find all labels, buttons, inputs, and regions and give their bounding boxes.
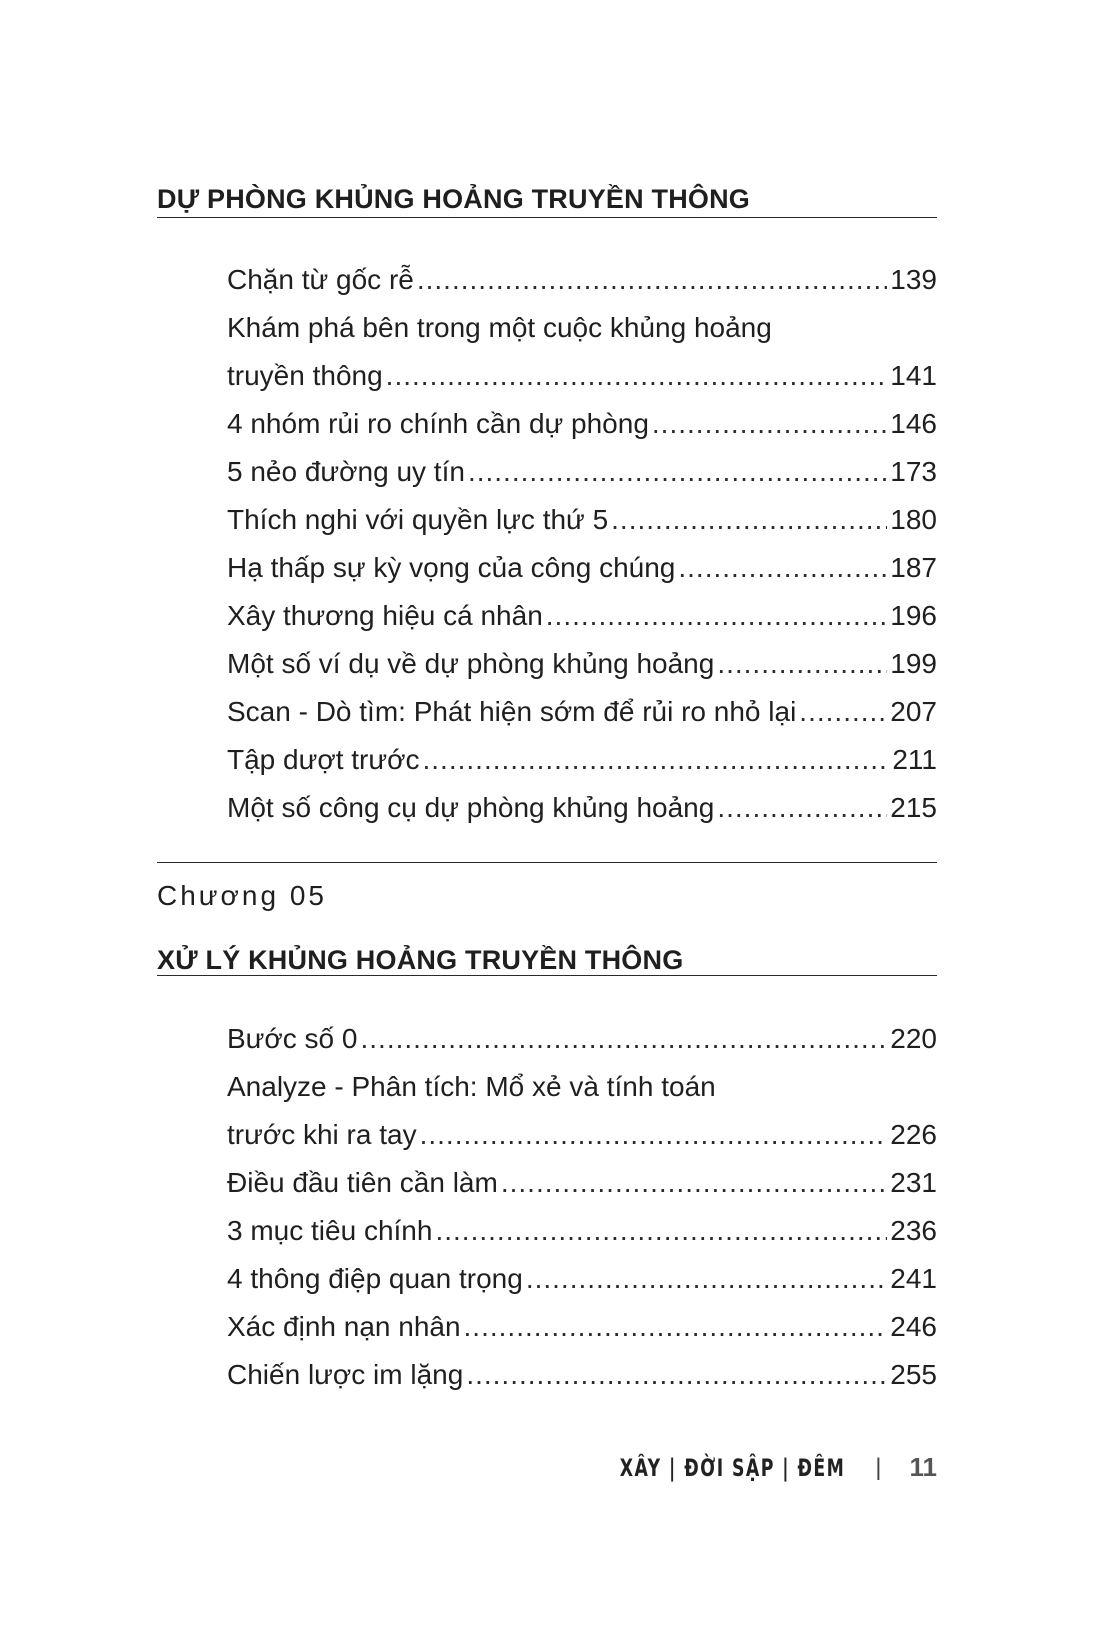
toc-page-number: 215 xyxy=(890,792,937,823)
toc-entry xyxy=(227,640,937,688)
toc-entry xyxy=(227,736,937,784)
toc-entry xyxy=(227,1159,937,1207)
toc-entry xyxy=(227,592,937,640)
toc-entry-title: Một số công cụ dự phòng khủng hoảng xyxy=(227,792,715,823)
dot-leader xyxy=(464,1303,888,1351)
toc-entry xyxy=(227,1063,937,1159)
toc-entry-title: Thích nghi với quyền lực thứ 5 xyxy=(227,504,609,535)
toc-page-number: 199 xyxy=(890,648,937,679)
dot-leader xyxy=(420,1111,888,1159)
toc-entry xyxy=(227,688,937,736)
toc-entry-title: Tập dượt trước xyxy=(227,744,420,775)
toc-entry-title: 5 nẻo đường uy tín xyxy=(227,456,465,487)
dot-leader xyxy=(717,784,887,832)
toc-page-number: 196 xyxy=(890,600,937,631)
toc-entry-row xyxy=(227,1207,937,1255)
toc-entry-title: Chặn từ gốc rễ xyxy=(227,264,414,295)
chapter-divider-bottom xyxy=(157,975,937,976)
toc-entry-row xyxy=(227,736,937,784)
toc-entry-title: Điều đầu tiên cần làm xyxy=(227,1167,498,1198)
toc-page-number: 141 xyxy=(890,360,937,391)
toc-entry-title: 4 thông điệp quan trọng xyxy=(227,1263,523,1294)
dot-leader xyxy=(799,688,887,736)
dot-leader xyxy=(422,736,889,784)
section-title-xu-ly: XỬ LÝ KHỦNG HOẢNG TRUYỀN THÔNG xyxy=(157,945,684,976)
toc-page-number: 241 xyxy=(890,1263,937,1294)
toc-entry-row xyxy=(227,1159,937,1207)
chapter-label: Chương 05 xyxy=(157,880,327,911)
dot-leader xyxy=(526,1255,887,1303)
toc-entry xyxy=(227,448,937,496)
toc-entry-title: Bước số 0 xyxy=(227,1023,358,1054)
dot-leader xyxy=(652,400,887,448)
footer-book-title: XÂY | ĐỜI SẬP | ĐÊM xyxy=(619,1453,846,1482)
dot-leader xyxy=(386,352,888,400)
toc-entry-row xyxy=(227,688,937,736)
toc-entry-row xyxy=(227,544,937,592)
toc-entry-row xyxy=(227,448,937,496)
dot-leader xyxy=(360,1015,887,1063)
dot-leader xyxy=(417,256,887,304)
toc-entry xyxy=(227,1207,937,1255)
toc-entry xyxy=(227,400,937,448)
toc-page-number: 226 xyxy=(890,1119,937,1150)
toc-list-xu-ly xyxy=(227,1015,937,1399)
toc-entry-row xyxy=(227,1303,937,1351)
toc-entry xyxy=(227,1351,937,1399)
toc-entry-title: trước khi ra tay xyxy=(227,1119,417,1150)
toc-entry-row xyxy=(227,784,937,832)
toc-entry xyxy=(227,1303,937,1351)
toc-entry-title: Hạ thấp sự kỳ vọng của công chúng xyxy=(227,552,676,583)
toc-entry-row xyxy=(227,640,937,688)
toc-page-number: 236 xyxy=(890,1215,937,1246)
toc-page-number: 146 xyxy=(890,408,937,439)
toc-entry-title: 4 nhóm rủi ro chính cần dự phòng xyxy=(227,408,649,439)
dot-leader xyxy=(435,1207,887,1255)
toc-entry-row xyxy=(227,400,937,448)
toc-entry-row xyxy=(227,352,937,400)
toc-page-number: 207 xyxy=(890,696,937,727)
dot-leader xyxy=(611,496,887,544)
toc-entry-row xyxy=(227,1255,937,1303)
toc-entry xyxy=(227,496,937,544)
toc-page-number: 180 xyxy=(890,504,937,535)
toc-entry xyxy=(227,1015,937,1063)
toc-entry-title-line: Khám phá bên trong một cuộc khủng hoảng xyxy=(227,312,772,343)
toc-entry-row xyxy=(227,1015,937,1063)
dot-leader xyxy=(717,640,887,688)
toc-page-number: 173 xyxy=(890,456,937,487)
toc-entry-row xyxy=(227,1111,937,1159)
dot-leader xyxy=(466,1351,887,1399)
toc-entry xyxy=(227,1255,937,1303)
section-title-du-phong: DỰ PHÒNG KHỦNG HOẢNG TRUYỀN THÔNG xyxy=(157,184,751,215)
footer-page-number: 11 xyxy=(909,1452,937,1482)
chapter-divider-top xyxy=(157,862,937,863)
toc-entry-title: 3 mục tiêu chính xyxy=(227,1215,433,1246)
toc-entry-title: truyền thông xyxy=(227,360,383,391)
toc-page-number: 246 xyxy=(890,1311,937,1342)
dot-leader xyxy=(501,1159,887,1207)
toc-page-number: 211 xyxy=(892,744,937,775)
toc-entry-title: Xác định nạn nhân xyxy=(227,1311,461,1342)
dot-leader xyxy=(468,448,887,496)
toc-entry-row xyxy=(227,592,937,640)
toc-entry-title: Scan - Dò tìm: Phát hiện sớm để rủi ro nhỏ lại xyxy=(227,696,797,727)
toc-entry-title: Một số ví dụ về dự phòng khủng hoảng xyxy=(227,648,715,679)
dot-leader xyxy=(546,592,888,640)
toc-page-number: 187 xyxy=(890,552,937,583)
toc-list-du-phong xyxy=(227,256,937,832)
toc-entry-title: Xây thương hiệu cá nhân xyxy=(227,600,543,631)
toc-entry-row xyxy=(227,496,937,544)
toc-page-number: 220 xyxy=(890,1023,937,1054)
footer-separator: | xyxy=(875,1453,882,1481)
toc-entry-title-line: Analyze - Phân tích: Mổ xẻ và tính toán xyxy=(227,1071,716,1102)
toc-page-number: 139 xyxy=(890,264,937,295)
section-divider xyxy=(157,217,937,218)
dot-leader xyxy=(678,544,887,592)
toc-entry-row xyxy=(227,1351,937,1399)
toc-entry xyxy=(227,256,937,304)
toc-entry xyxy=(227,304,937,400)
toc-entry-row xyxy=(227,256,937,304)
page-footer xyxy=(0,1452,937,1483)
toc-entry-title: Chiến lược im lặng xyxy=(227,1359,464,1390)
toc-page-number: 231 xyxy=(890,1167,937,1198)
toc-entry xyxy=(227,784,937,832)
toc-entry xyxy=(227,544,937,592)
toc-page-number: 255 xyxy=(890,1359,937,1390)
